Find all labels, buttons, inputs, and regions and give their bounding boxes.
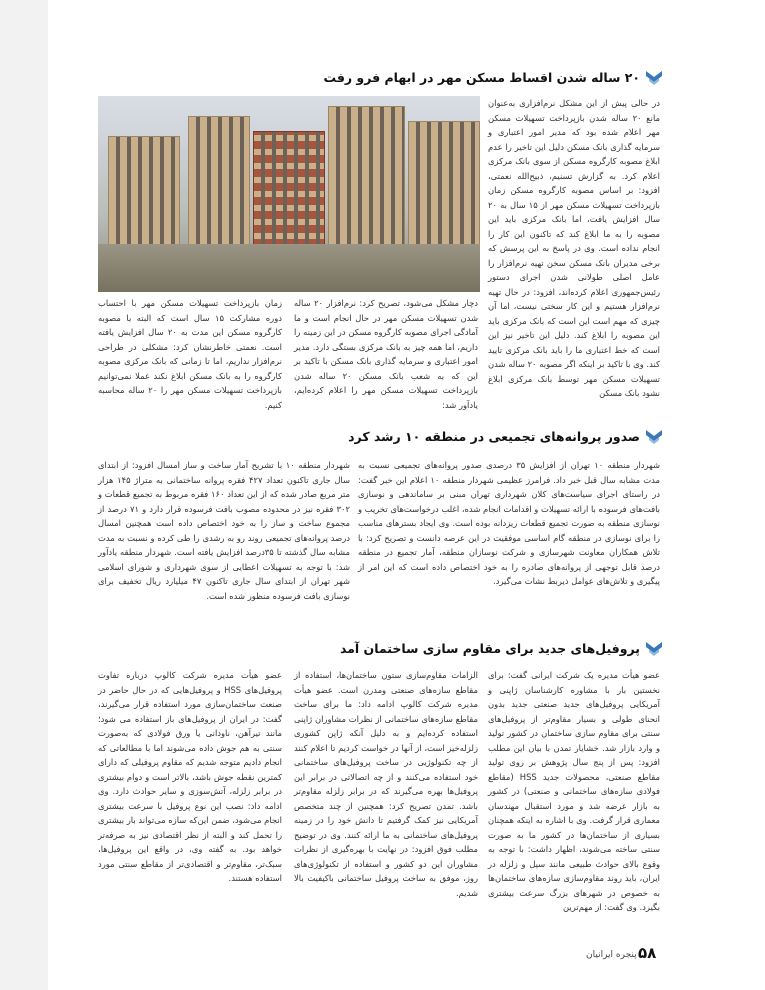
left-margin — [0, 0, 48, 990]
section-3-column-middle: الزامات مقاوم‌سازی ستون ساختمان‌ها، استفاده از مقاطع سازه‌های صنعتی ومدرن است. عضو هیأت مدیره شرکت کالوپ ادامه داد: ما برای ساخت مقاطع سازه‌های ساختمانی از نظرات مشاوران ژاپنی استفاده کرده‌ایم و به دلیل آنکه ژاپن کشوری زلزله‌خیز است، از آنها در خواست کردیم تا اعلام کنند از چه تکنولوژیی در ساخت پروفیل‌های ساختمانی خود استفاده می‌کنند و از چه اتصالاتی در برابر این پروفیل‌ها بهره می‌گیرند که در برابر زلزله مقاوم‌تر باشد. تمدن تصریح کرد: همچنین از چند متخصص آمریکایی نیز کمک گرفتیم تا دانش خود را در زمینه پروفیل‌های ساختمانی به ما ارائه کنند. وی در توضیح مطلب فوق افزود: در نهایت با بهره‌گیری از نظرات مشاوران این دو کشور و استفاده از تکنولوژی‌های روز، موفق به ساخت پروفیل ساختمانی باکیفیت بالا شدیم. — [294, 670, 478, 898]
section-1-column-right: در حالی پیش از این مشکل نرم‌افزاری به‌عنوان مانع ۲۰ ساله شدن بازپرداخت تسهیلات مسکن مهر اعلام شده بود که مدیر امور اعتباری و سرمایه گذاری بانک مسکن دلیل این تاخیر را عدم ابلاغ مصوبه کارگروه مسکن از سوی بانک مرکزی اعلام کرد. به گزارش تسنیم، ذبیح‌الله نعمتی، افزود: بر اساس مصوبه کارگروه مسکن زمان بازپرداخت تسهیلات مسکن مهر از ۱۵ سال به ۲۰ سال افزایش یافت، اما بانک مرکزی باید این مصوبه را به ما ابلاغ کند که تاکنون این کار را انجام نداده است. وی در پاسخ به این پرسش که برخی مدیران بانک مسکن سخن تهیه نرم‌افزار را عامل اصلی طولانی شدن اجرای دستور رئیس‌جمهوری اعلام کرده‌اند، افزود: در حال تهیه نرم‌افزار هستیم و این کار سختی نیست، اما آن چیزی که مهم است این است که بانک مرکزی باید این مصوبه را ابلاغ کند. دلیل این تاخیر نیز این است که خط اعتباری ما را باید بانک مرکزی تایید کند. وی با تاکید بر اینکه اگر مصوبه ۲۰ ساله شدن تسهیلات مسکن مهر توسط بانک مرکزی ابلاغ نشود بانک مسکن — [488, 98, 661, 398]
section-3-heading — [102, 641, 662, 656]
chevron-down-icon — [646, 71, 662, 85]
section-1-column-left: زمان بازپرداخت تسهیلات مسکن مهر با احتساب دوره مشارکت ۱۵ سال است که البته با مصوبه کارگروه مسکن این مدت به ۲۰ سال افزایش یافته است. نعمتی خاطرنشان کرد: مشکلی در طراحی نرم‌افزار نداریم، اما تا زمانی که بانک مرکزی مصوبه کارگروه را به بانک مسکن ابلاغ نکند عملا نمی‌توانیم بازپرداخت تسهیلات مسکن مهر را ۲۰ ساله محاسبه کنیم. — [98, 298, 283, 410]
section-1-column-middle: دچار مشکل می‌شود، تصریح کرد: نرم‌افزار ۲۰ ساله شدن تسهیلات مسکن مهر در حال انجام است و ما آمادگی اجرای مصوبه کارگروه مسکن در این زمینه را داریم، اما همه چیز به بانک مرکزی بستگی دارد. مدیر امور اعتباری و سرمایه گذاری بانک مسکن با تاکید بر این که به شعب بانک مسکن ۲۰ ساله شدن بازپرداخت تسهیلات مسکن مهر را اعلام کرده‌ایم، یادآور شد: — [294, 298, 478, 410]
page-number: ۵۸ — [638, 944, 657, 962]
chevron-down-icon — [646, 642, 662, 656]
section-3-column-left: عضو هیأت مدیره شرکت کالوپ درباره تفاوت پروفیل‌های HSS و پروفیل‌هایی که در حال حاضر در صنعت ساختمان‌سازی مورد استفاده قرار می‌گیرند، گفت: در ایران از پروفیل‌های باز استفاده می شود؛ مانند تیرآهن، ناودانی یا ورق فولادی که به‌صورت سنتی به هم جوش داده می‌شوند اما با مطالعاتی که انجام دادیم متوجه شدیم که مقاوم پروفیلی که دارای کمترین نقطه جوش باشد، بالاتر است و دوام بیشتری در برابر زلزله، آتش‌سوزی و سایر حوادث دارد. وی ادامه داد: نصب این نوع پروفیل با سرعت بیشتری انجام می‌شود، ضمن این‌که سازه می‌تواند بار بیشتری را تحمل کند و البته از نظر اقتصادی نیز به صرفه‌تر خواهد بود. به گفته وی، در واقع این پروفیل‌ها، سبک‌تر، مقاوم‌تر و اقتصادی‌تر از مقاطع سنتی مورد استفاده هستند. — [98, 670, 282, 883]
section-1-title: ۲۰ ساله شدن اقساط مسکن مهر در ابهام فرو رفت — [323, 70, 640, 85]
section-2-title: صدور پروانه‌های تجمیعی در منطقه ۱۰ رشد کرد — [348, 429, 640, 444]
section-3-column-right: عضو هیأت مدیره یک شرکت ایرانی گفت: برای نخستین بار با مشاوره کارشناسان ژاپنی و آمریکایی پروفیل‌های جدید صنعتی جدید بدون انحنای طولی و بسیار مقاوم‌تر از پروفیل‌های سنتی برای مقاوم سازی ساختمان در کشور تولید و وارد بازار شد. خشایار تمدن با بیان این مطلب افزود: پس از پنج سال پژوهش بر روی تولید مقاطع صنعتی، محصولات جدید HSS (مقاطع فولادی سازه‌های ساختمانی و صنعتی) در کشور به بازار عرضه شد و مورد استقبال مهندسان معماری قرار گرفت. وی با اشاره به اینکه همچنان بسیاری از ساختمان‌ها در کشور ما به صورت سنتی ساخته می‌شوند، اظهار داشت: با توجه به وقوع بالای حوادث طبیعی مانند سیل و زلزله در ایران، باید روند مقاوم‌سازی سازه‌های ساختمان‌ها به خصوص در شهرهای بزرگ سرعت بیشتری بگیرد. وی گفت: از مهم‌ترین — [488, 670, 660, 912]
section-2-heading — [102, 429, 662, 444]
housing-buildings-photo — [98, 96, 480, 292]
section-3-title: پروفیل‌های جدید برای مقاوم سازی ساختمان آمد — [339, 641, 640, 656]
section-2-column-right: شهردار منطقه ۱۰ تهران از افزایش ۳۵ درصدی صدور پروانه‌های تجمیعی نسبت به مدت مشابه سال قبل خبر داد. فرامرز عظیمی شهردار منطقه ۱۰ اعلام این خبر گفت: در راستای اجرای سیاست‌های کلان شهرداری تهران مبنی بر ساماندهی و نوسازی بافت‌های فرسوده با ارائه تسهیلات و اقدامات انجام شده، اغلب درخواست‌های تخریب و نوسازی منطقه به صورت تجمیع قطعات ریزدانه بوده است. وی ایجاد بسترهای مناسب را برای نوسازی در منطقه گام اساسی موفقیت در این عرصه دانست و تصریح کرد: با تلاش همکاران معاونت شهرسازی و شرکت نوسازان منطقه، آمار تجمیع در منطقه درصد قابل توجهی از پروانه‌های صادره را به خود اختصاص داده است که این امر از پیگیری و تلاش‌های عوامل ذیربط نشات می‌گیرد. — [358, 460, 660, 586]
section-2-column-left: شهردار منطقه ۱۰ با تشریح آمار ساخت و ساز امسال افزود: از ابتدای سال جاری تاکنون تعداد ۴۲۷ فقره پروانه ساختمانی به متراژ ۱۴۵ هزار متر مربع صادر شده که از این تعداد ۱۶۰ فقره مربوط به تجمیع قطعات و ۳۰۲ فقره نیز در محدوده مصوب بافت فرسوده قرار دارد و ۷۱ درصد از مجموع ساخت و ساز را به خود اختصاص داده است همچنین امسال درصد پروانه‌های تجمیعی روند رو به رشدی را طی کرده و نسبت به مدت مشابه سال گذشته تا ۳۵درصد افزایش یافته است. شهردار منطقه یادآور شد: با توجه به تسهیلات اعطایی از سوی شهرداری و شورای اسلامی شهر تهران از ابتدای سال جاری تاکنون ۴۷ میلیارد ریال تخفیف برای نوسازی بافت فرسوده منظور شده است. — [98, 460, 351, 601]
magazine-name: پنجره ایرانیان — [586, 950, 637, 960]
section-1-heading — [102, 70, 662, 85]
chevron-down-icon — [646, 430, 662, 444]
